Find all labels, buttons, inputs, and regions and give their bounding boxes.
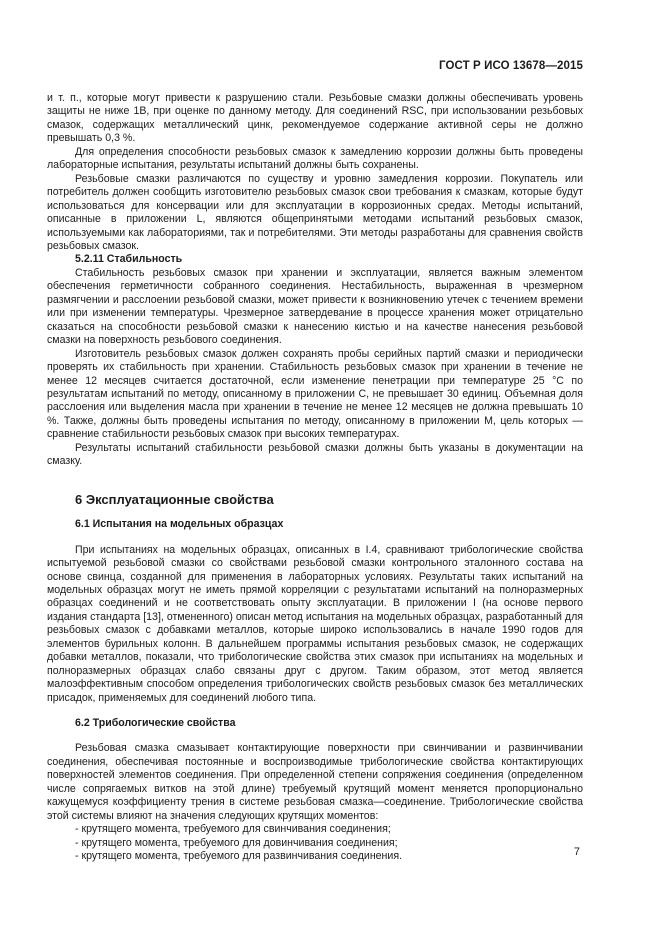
torque-list — [47, 823, 583, 863]
paragraph: Резьбовая смазка смазывает контактирующие поверхности при свинчивании и развинчивании соединения, обеспечивая постоянные и воспроизводимые трибологические свойства контактирующих поверхностей элементов соединения. При определенной степени сопряжения соединения (определенном числе сопрягаемых витков на этой длине) требуемый крутящий момент меняется пропорционально кажущемуся коэффициенту трения в системе резьбовая смазка—соединение. Трибологические свойства этой системы влияют на значения следующих крутящих моментов: — [47, 742, 583, 822]
subsection-heading-6-2: 6.2 Трибологические свойства — [75, 717, 236, 730]
paragraph: Резьбовые смазки различаются по существу и уровню замедления коррозии. Покупатель или потребитель должен сообщить изготовителю резьбовых смазок свои требования к смазкам, которые будут использоваться для консервации или для эксплуатации в коррозионных средах. Методы испытаний, описанные в приложении L, являются общепринятыми методами испытаний резьбовых смазок, используемыми как лабораториями, так и потребителями. Эти методы разработаны для сравнения свойств резьбовых смазок. — [47, 172, 583, 252]
document-body — [47, 92, 583, 864]
paragraph: При испытаниях на модельных образцах, описанных в I.4, сравнивают трибологические свойства испытуемой резьбовой смазки со свойствами резьбовой смазки контрольного эталонного состава на основе свинца, созданной для применения в лабораторных условиях. Результаты таких испытаний на модельных образцах могут не иметь прямой корреляции с результатами испытаний на полноразмерных образцах соединений и не соответствовать опыту эксплуатации. В приложении I (на основе первого издания стандарта [13], отмененного) описан метод испытания на модельных образцах, разработанный для резьбовых смазок с добавками металлов, которые широко использовались в начале 1990 годов для элементов бурильных колонн. В дальнейшем программы испытания резьбовых смазок, не содержащих добавки металлов, показали, что трибологические свойства этих смазок при испытаниях на модельных и полноразмерных образцах слабо связаны друг с другом. Таким образом, этот метод является малоэффективным способом определения трибологических свойств резьбовых смазок без металлических присадок, применяемых для соединений любого типа. — [47, 543, 583, 704]
subsection-heading-6-1: 6.1 Испытания на модельных образцах — [75, 518, 284, 531]
section-heading-6: 6 Эксплуатационные свойства — [75, 491, 274, 507]
list-item: - крутящего момента, требуемого для свинчивания соединения; — [75, 823, 583, 836]
paragraph: и т. п., которые могут привести к разрушению стали. Резьбовые смазки должны обеспечивать уровень защиты не ниже 1В, при оценке по данному методу. Для соединений RSC, при использовании резьбовых смазок, содержащих металлический цинк, рекомендуемое содержание активной серы не должно превышать 0,3 %. — [47, 92, 583, 145]
list-item: - крутящего момента, требуемого для развинчивания соединения. — [75, 850, 583, 863]
paragraph: Изготовитель резьбовых смазок должен сохранять пробы серийных партий смазки и периодически проверять их стабильность при хранении. Стабильность резьбовых смазок при хранении в течение не менее 12 месяцев считается достаточной, если изменение пенетрации при температуре 25 °С по результатам испытаний по методу, описанному в приложении С, не превышает 30 единиц. Объемная доля расслоения или выделения масла при хранении в течение не менее 12 месяцев не должна превышать 10 %. Также, должны быть проведены испытания по методу, описанному в приложении М, цель которых — сравнение стабильности резьбовых смазок при высоких температурах. — [47, 347, 583, 441]
page-number: 7 — [573, 846, 580, 858]
paragraph: Стабильность резьбовых смазок при хранении и эксплуатации, является важным элементом обеспечения герметичности собранного соединения. Нестабильность, выраженная в чрезмерном размягчении и расслоении резьбовой смазки, может привести к возникновению утечек с течением времени или при изменении температуры. Чрезмерное затвердевание в процессе хранения может отрицательно сказаться на способности резьбовой смазки к нанесению кистью и на качестве нанесения резьбовой смазки на поверхность резьбового соединения. — [47, 266, 583, 347]
paragraph: Для определения способности резьбовых смазок к замедлению коррозии должны быть проведены лабораторные испытания, результаты испытаний должны быть сохранены. — [47, 145, 583, 172]
paragraph: Результаты испытаний стабильности резьбовой смазки должны быть указаны в документации на смазку. — [47, 441, 583, 468]
list-item: - крутящего момента, требуемого для довинчивания соединения; — [75, 837, 583, 850]
document-header-id: ГОСТ Р ИСО 13678—2015 — [438, 60, 583, 72]
subsection-heading-5-2-11: 5.2.11 Стабильность — [75, 253, 183, 266]
